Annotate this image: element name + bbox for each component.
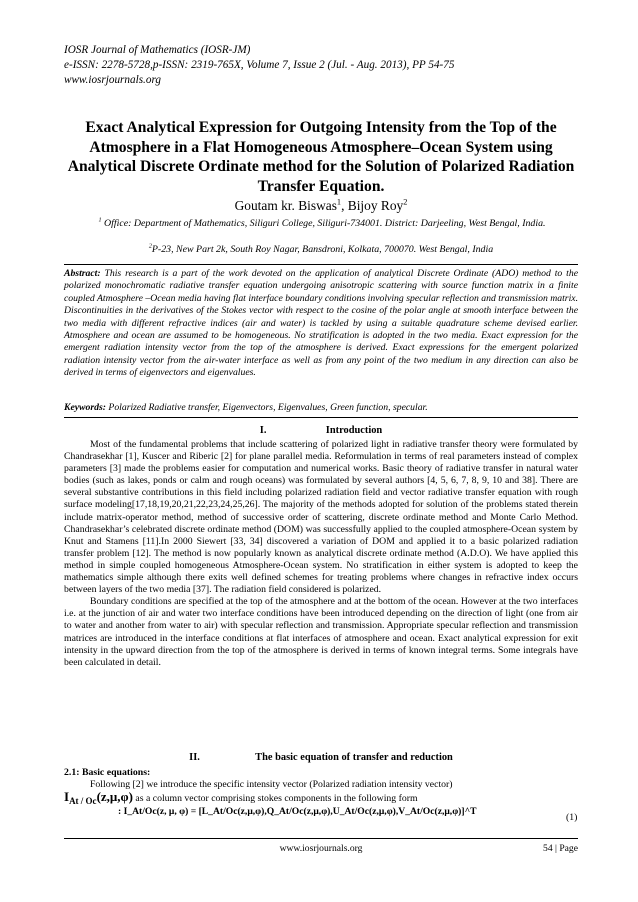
affiliation-2-mark: 2: [148, 243, 152, 250]
intensity-vector-line: [64, 789, 578, 806]
abstract: [64, 268, 578, 380]
journal-name: IOSR Journal of Mathematics (IOSR-JM): [64, 44, 251, 56]
abstract-top-rule: [64, 264, 578, 265]
author-2: Bijoy Roy: [347, 198, 404, 213]
footer-page-number: 54 | Page: [543, 843, 578, 854]
journal-header: [64, 43, 584, 88]
journal-issn: e-ISSN: 2278-5728,p-ISSN: 2319-765X, Volume 7, Issue 2 (Jul. - Aug. 2013), PP 54-75: [64, 59, 455, 71]
section-1-number: I.: [259, 425, 267, 436]
equation-number: (1): [566, 812, 578, 823]
subsection-heading: 2.1: Basic equations:: [64, 767, 151, 778]
equation-1: : I_At/Oc(z, μ, φ) = [L_At/Oc(z,μ,φ),Q_At/Oc(z,μ,φ),U_At/Oc(z,μ,φ),V_At/Oc(z,μ,φ)]^T: [118, 806, 477, 817]
keywords-label: Keywords:: [64, 402, 106, 413]
affiliation-2-text: P-23, New Part 2k, South Roy Nagar, Bansdroni, Kolkata, 700070. West Bengal, India: [151, 244, 494, 255]
footer-website: www.iosrjournals.org: [279, 843, 363, 854]
affiliation-1-text: Office: Department of Mathematics, Siliguri College, Siliguri-734001. District: Darjeeling, West Bengal, India.: [101, 218, 546, 229]
journal-website: www.iosrjournals.org: [64, 74, 161, 86]
intensity-symbol: I: [64, 789, 70, 804]
keywords-text: Polarized Radiative transfer, Eigenvectors, Eigenvalues, Green function, specular.: [105, 402, 428, 413]
abstract-text: This research is a part of the work devoted on the application of analytical Discrete Ordinate (ADO) method to the polarized monochromatic radiative transfer equation undergoing anisotropic scattering with source function matrix in a finite coupled Atmosphere –Ocean media having flat interface boundary conditions involving specular reflection and transmission matrix. Discontinuities in the derivatives of the Stokes vector with respect to the cosine of the polar angle at smooth interface between the two media with different refractive indices (air and water) is tackled by using a suitable quadrature scheme devised earlier. Atmosphere and ocean are assumed to be homogeneous. No stratification is adopted in the two media. Exact expression for the emergent radiation intensity vector from the top of the atmosphere is derived. Exact expressions for the emergent polarized radiation intensity vector from the air-water interface as well as from any point of the two medium in any direction can also be derived in terms of eigenvectors and eigenvalues.: [64, 268, 578, 379]
affiliation-1-mark: 1: [98, 217, 102, 224]
section-1-title: Introduction: [325, 425, 383, 436]
section-2-paragraph: Following [2] we introduce the specific intensity vector (Polarized radiation intensity vector): [90, 779, 453, 790]
intensity-args: (z,μ,φ): [96, 789, 133, 804]
section-2-title: The basic equation of transfer and reduction: [255, 752, 453, 763]
section-2-heading: [64, 752, 578, 763]
affiliation-1: [78, 218, 566, 230]
author-1: Goutam kr. Biswas: [234, 198, 337, 213]
author-2-mark: 2: [403, 197, 408, 207]
section-2-number: II.: [189, 752, 200, 763]
section-1-body: [64, 439, 578, 669]
abstract-label: Abstract:: [64, 268, 101, 279]
keywords: [64, 402, 578, 414]
authors: [60, 198, 582, 214]
intensity-subscript: At / Oc: [69, 795, 97, 806]
paper-title: Exact Analytical Expression for Outgoing Intensity from the Top of the Atmosphere in a Flat Homogeneous Atmosphere–Ocean System using Analytical Discrete Ordinate method for the Solution of Polarized Radiation Transfer Equation.: [67, 119, 575, 195]
author-1-mark: 1: [336, 197, 342, 207]
abstract-bottom-rule: [64, 417, 578, 418]
intro-paragraph-2: Boundary conditions are specified at the top of the atmosphere and at the bottom of the ocean. However at the two interfaces i.e. at the junction of air and water two interface conditions have been introduced depending on the direction of light (one from air to water and another from water to air) with specular reflection and transmission. Appropriate specular reflection and transmission matrices are introduced in the interface conditions at flat interfaces of atmosphere and ocean. Exact analytical expression for exit intensity in the upward direction from the top of the atmosphere is derived in terms of known integral terms. Some integrals have been calculated in detail.: [64, 596, 578, 668]
intensity-description: as a column vector comprising stokes components in the following form: [132, 793, 418, 804]
intro-paragraph-1: Most of the fundamental problems that include scattering of polarized light in radiative transfer theory were formulated by Chandrasekhar [1], Kuscer and Riberic [2] for plane parallel media. Reformulation in terms of real parameters instead of complex parameters [3] made the problems easier for computation and numerical works. Basic theory of radiative transfer in natural water bodies (such as lakes, ponds or calm and rough oceans) was formulated by several authors [4, 5, 6, 7, 8, 9, 10 and 38]. There are several substantive contributions in this field including polarized radiation field and vector radiative transfer equation with rough surface modeling[17,18,19,20,21,22,23,24,25,26]. The majority of the methods adopted for solution of the problems stated therein include matrix-operator method, method of successive order of scattering, discrete ordinate method and Monte Carlo Method. Chandrasekhar’s celebrated discrete ordinate method (DOM) was successfully applied to the coupled atmosphere-Ocean system by Knut and Stamens [11].In 2000 Siewert [33, 34] discovered a variation of DOM and applied it to a basic polarized radiation transfer problem [12]. The method is now popularly known as analytical discrete ordinate method (A.D.O). We have applied this method in simple coupled homogeneous Atmosphere-Ocean system. No stratification in either system is adopted to keep the mathematics simple although there exits well defined schemes for treating problems where changes in refractive index occurs between layers of the two media [37]. The radiation field considered is polarized.: [64, 439, 578, 596]
author-separator: ,: [341, 198, 348, 213]
footer-rule: [64, 838, 578, 839]
section-1-heading: [64, 425, 578, 436]
affiliation-2: [60, 244, 582, 255]
